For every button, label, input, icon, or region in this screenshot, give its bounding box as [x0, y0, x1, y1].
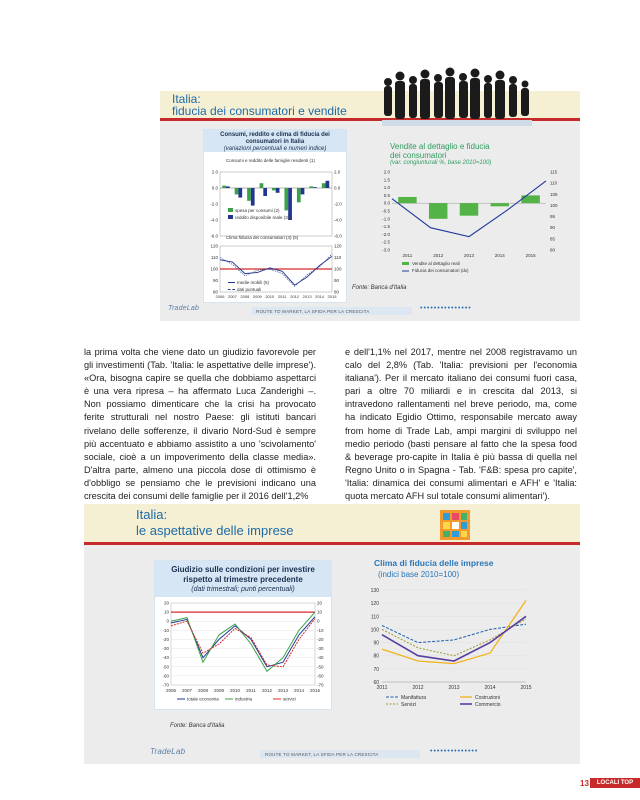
- chart-heading: [155, 561, 331, 597]
- x-tick-label: 2015: [327, 294, 337, 299]
- x-tick-label: 2015: [525, 253, 536, 258]
- x-tick-label: 2014: [315, 294, 325, 299]
- x-tick-label: 2012: [412, 685, 424, 691]
- section-tag: LOCALI TOP: [590, 778, 640, 788]
- y2-tick-label: 120: [334, 243, 342, 249]
- y2-tick-label: 0: [317, 618, 320, 624]
- x-tick-label: 2014: [494, 253, 505, 258]
- chart-title: Clima di fiducia delle imprese: [374, 558, 494, 568]
- y-tick-label: -4.0: [210, 217, 218, 223]
- x-tick-label: 2010: [265, 294, 275, 299]
- legend-swatch: [402, 262, 409, 265]
- y-tick-label: -0.5: [382, 208, 390, 214]
- y-tick-label: -2.0: [382, 231, 390, 237]
- page-number: 13: [580, 779, 589, 788]
- y-tick-label: -70: [162, 682, 169, 688]
- y-tick-label: 1.0: [383, 185, 390, 191]
- x-tick-label: 2007: [227, 294, 237, 299]
- x-tick-label: 2009: [252, 294, 262, 299]
- retail-sales-chart: [378, 138, 568, 278]
- y2-tick-label: 80: [550, 247, 556, 253]
- bar: [313, 187, 317, 188]
- tradelab-logo: TradeLab: [150, 747, 186, 756]
- y2-tick-label: -70: [317, 682, 324, 688]
- bar: [301, 188, 305, 194]
- legend-label: Costruzioni: [475, 694, 501, 701]
- chart-b-plot: [378, 168, 568, 278]
- y-tick-label: 100: [370, 627, 379, 634]
- red-rule: [84, 542, 580, 545]
- x-tick-label: 2011: [246, 688, 256, 693]
- lower-legend-2: [228, 287, 261, 292]
- box-title: [172, 93, 347, 117]
- y-tick-label: 120: [370, 601, 379, 608]
- y-tick-label: -2.5: [382, 239, 390, 245]
- legend-label: servizi: [283, 696, 296, 702]
- chart-subtitle: (dati trimestrali; punti percentuali): [191, 586, 295, 593]
- y-tick-label: -30: [162, 646, 169, 652]
- x-tick-label: 2006: [215, 294, 225, 299]
- tradelab-logo: TradeLab: [168, 305, 200, 312]
- chart-title-line-2: dei consumatori: [390, 151, 447, 160]
- green-swatch: [228, 208, 233, 212]
- y-tick-label: 90: [212, 278, 218, 283]
- bar: [326, 181, 330, 188]
- y2-tick-label: -6.0: [334, 233, 342, 239]
- bar: [222, 186, 226, 188]
- y-tick-label: -6.0: [210, 233, 218, 239]
- chart-d-plot: [364, 586, 534, 721]
- x-tick-label: 2013: [448, 685, 460, 691]
- legend-label: Commercio: [475, 701, 501, 708]
- y-tick-label: 0: [166, 618, 169, 624]
- footer-text: ROUTE TO MARKET, LA SFIDA PER LA CRESCITA: [265, 752, 379, 757]
- y-tick-label: -1.5: [382, 224, 390, 230]
- y-tick-label: -50: [162, 664, 169, 670]
- y2-tick-label: -4.0: [334, 217, 342, 223]
- dot-pattern: ••••••••••••••: [430, 748, 479, 755]
- y-tick-label: -20: [162, 636, 169, 642]
- source-note: Fonte: Banca d'Italia: [170, 723, 225, 729]
- y-tick-label: 1.5: [383, 177, 390, 183]
- investment-conditions-chart: [154, 560, 332, 710]
- bar: [260, 183, 264, 188]
- y2-tick-label: 10: [317, 609, 323, 615]
- y2-tick-label: -50: [317, 664, 324, 670]
- y2-tick-label: 2.0: [334, 169, 341, 175]
- series-line: [382, 619, 526, 656]
- bar: [322, 183, 326, 188]
- y-tick-label: -10: [162, 627, 169, 633]
- x-tick-label: 2010: [229, 688, 241, 693]
- x-tick-label: 2011: [402, 253, 413, 258]
- lower-legend-2-label: dati puntuali: [237, 287, 262, 292]
- y2-tick-label: -20: [317, 636, 324, 642]
- upper-legend-1: [228, 208, 280, 213]
- bar: [226, 186, 230, 188]
- bar: [284, 188, 288, 210]
- chart-title-line-2: rispetto al trimestre precedente: [183, 575, 303, 584]
- y-tick-label: -40: [162, 655, 169, 661]
- bar: [263, 188, 267, 196]
- source-note: Fonte: Banca d'Italia: [352, 285, 407, 291]
- chart-a-plot: [204, 152, 346, 302]
- box-title-line-2: fiducia dei consumatori e vendite: [172, 104, 347, 118]
- y-tick-label: 0.5: [383, 192, 390, 198]
- y-tick-label: -1.0: [382, 216, 390, 222]
- y-tick-label: 2.0: [383, 169, 390, 175]
- x-tick-label: 2008: [240, 294, 250, 299]
- upper-plot-area: [220, 172, 332, 236]
- bar: [235, 188, 239, 194]
- article-column-right: e dell'1,1% nel 2017, mentre nel 2008 registravamo un calo del 2,8% (Tab. 'Italia: previsioni per l'economia italiana'). Per il mercato italiano dei consumi fuori casa, pari a oltre 70 miliardi e in crescita dal 2013, si intravedono rallentamenti nel breve periodo, ma, come ha indicato Egidio Ottimo, responsabile mercato away from home di Trade Lab, ampi margini di sviluppo nel medio periodo (basti pensare al fatto che la spesa food & beverage pro-capite in Italia è più bassa di quella nel Regno Unito o in Spagna - Tab. 'F&B: spesa pro capite', 'Italia: dinamica dei consumi alimentari e AFH' e 'Italia: quota mercato AFH sul totale consumi alimentari').: [345, 347, 577, 502]
- legend-label: totale economia: [187, 696, 219, 702]
- legend-label: industria: [235, 696, 253, 702]
- y-tick-label: 60: [373, 680, 379, 686]
- y-tick-label: 0.0: [383, 200, 390, 206]
- icon-grid-graphic: [440, 510, 470, 540]
- upper-legend-2: [228, 215, 289, 220]
- x-tick-label: 2009: [213, 688, 225, 693]
- chart-title: [390, 142, 490, 160]
- y2-tick-label: 110: [550, 180, 558, 186]
- bar: [272, 188, 276, 190]
- y2-tick-label: 80: [334, 289, 340, 295]
- y-tick-label: 0.0: [211, 185, 218, 191]
- line-swatch: [228, 282, 235, 283]
- y-tick-label: 10: [163, 609, 169, 615]
- chart-subtitle: (indici base 2010=100): [378, 570, 460, 579]
- box-title-line-1: Italia:: [172, 92, 201, 106]
- y-tick-label: 80: [212, 289, 218, 295]
- x-tick-label: 2012: [290, 294, 300, 299]
- bar: [251, 188, 255, 206]
- y2-tick-label: 105: [550, 191, 558, 197]
- bar: [521, 195, 539, 203]
- bar: [491, 203, 509, 206]
- bar: [247, 188, 251, 201]
- box-title-line-1: Italia:: [136, 507, 168, 522]
- y2-tick-label: 100: [550, 202, 558, 208]
- bar: [460, 203, 478, 215]
- y-tick-label: 100: [210, 266, 218, 272]
- bar: [297, 188, 301, 202]
- dot-pattern: •••••••••••••••: [420, 305, 472, 312]
- bar: [238, 188, 242, 198]
- box-title: [136, 507, 294, 539]
- x-tick-label: 2012: [433, 253, 444, 258]
- y-tick-label: 80: [373, 653, 379, 660]
- chart-title-line-1: Giudizio sulle condizioni per investire: [171, 565, 315, 574]
- x-tick-label: 2013: [463, 253, 475, 258]
- lower-panel-caption: Clima fiducia dei consumatori (4) (5): [226, 235, 299, 240]
- y2-tick-label: 95: [550, 214, 556, 220]
- y-tick-label: -2.0: [210, 201, 218, 207]
- y2-tick-label: -30: [317, 646, 324, 652]
- y-tick-label: -60: [162, 673, 169, 679]
- y2-tick-label: 110: [334, 255, 342, 260]
- y-tick-label: 90: [373, 640, 379, 647]
- chart-subtitle: (var. congiunturali %, base 2010=100): [390, 160, 492, 166]
- x-tick-label: 2006: [165, 688, 177, 693]
- legend-label: Manifattura: [401, 694, 427, 701]
- x-tick-label: 2015: [309, 688, 321, 693]
- y-tick-label: 2.0: [211, 169, 218, 175]
- bar: [429, 203, 447, 219]
- y2-tick-label: -40: [317, 655, 324, 661]
- dash-swatch: [228, 289, 235, 290]
- x-tick-label: 2011: [376, 685, 388, 691]
- box-title-line-2: le aspettative delle imprese: [136, 523, 294, 538]
- y2-tick-label: 90: [334, 278, 340, 283]
- article-column-left: la prima volta che viene dato un giudizio favorevole per gli investimenti (Tab. 'Italia: le aspettative delle imprese'). «Ora, bisogna capire se quella che dobbiamo aspettarci è una vera ripresa – ha affermato Luca Zanderighi –. Non possiamo dimenticare che la crisi ha provocato ferite strutturali nel nostro Paese: gli istituti bancari rivelano delle sofferenze, il divario Nord-Sud è sempre più accentuato e abbiamo assistito a uno 'scivolamento' sociale, cioè a un impoverimento della classe media». D'altra parte, almeno una piccola dose di ottimismo è d'obbligo se pensiamo che le previsioni indicano una crescita dei consumi delle famiglie per il 2016 dell'1,2%: [84, 347, 316, 502]
- y2-tick-label: 90: [550, 225, 556, 231]
- chart-title-line-1: Vendite al dettaglio e fiducia: [390, 142, 490, 151]
- upper-legend-1-label: spesa per consumi (2): [235, 208, 280, 213]
- legend-label: Vendite al dettaglio reali: [412, 261, 460, 266]
- chart-title-line-2: consumatori in Italia: [245, 139, 305, 145]
- x-tick-label: 2014: [484, 685, 496, 691]
- y2-tick-label: 115: [550, 169, 558, 175]
- y2-tick-label: 85: [550, 236, 556, 242]
- consumption-income-chart: [203, 129, 347, 303]
- x-tick-label: 2015: [520, 685, 532, 691]
- x-tick-label: 2014: [293, 688, 305, 693]
- chart-subtitle: (variazioni percentuali e numeri indice): [223, 146, 327, 152]
- upper-legend-2-label: reddito disponibile reale (3): [235, 215, 290, 220]
- chart-heading: [204, 130, 346, 152]
- x-tick-label: 2008: [197, 688, 209, 693]
- y2-tick-label: -10: [317, 627, 324, 633]
- y-tick-label: 70: [373, 666, 379, 673]
- legend-label: Servizi: [401, 701, 417, 708]
- bar: [309, 186, 313, 188]
- y-tick-label: 110: [371, 614, 379, 621]
- upper-panel-caption: Consumi e reddito delle famiglie residenti (1): [226, 158, 316, 163]
- bar: [276, 188, 280, 193]
- bar: [398, 197, 416, 203]
- y-tick-label: 20: [163, 600, 169, 606]
- y-tick-label: 110: [210, 255, 218, 260]
- series-line: [382, 616, 526, 661]
- footer-text: ROUTE TO MARKET, LA SFIDA PER LA CRESCITA: [256, 309, 370, 314]
- x-tick-label: 2013: [302, 294, 312, 299]
- y2-tick-label: -60: [317, 673, 324, 679]
- y-tick-label: 120: [210, 243, 218, 249]
- crowd-silhouette-image: [382, 64, 532, 126]
- navy-swatch: [228, 215, 233, 219]
- x-tick-label: 2013: [277, 688, 289, 693]
- business-icon: [440, 510, 470, 540]
- legend-label: Fiducia dei consumatori (dx): [412, 268, 469, 273]
- x-tick-label: 2011: [277, 294, 287, 299]
- y-tick-label: -3.0: [382, 247, 390, 253]
- x-tick-label: 2007: [181, 688, 193, 693]
- y-tick-label: 130: [370, 588, 379, 594]
- chart-c-plot: [155, 597, 331, 709]
- y2-tick-label: 100: [334, 266, 342, 272]
- y2-tick-label: 20: [317, 600, 323, 606]
- lower-legend-1: [228, 280, 269, 285]
- series-line: [382, 624, 526, 642]
- business-confidence-chart: [364, 556, 534, 721]
- y2-tick-label: -2.0: [334, 201, 342, 207]
- lower-legend-1-label: medie mobili (5): [237, 280, 270, 285]
- y2-tick-label: 0.0: [334, 185, 341, 191]
- chart-title-line-1: Consumi, reddito e clima di fiducia dei: [220, 132, 330, 138]
- x-tick-label: 2012: [261, 688, 273, 693]
- box-title-band: [84, 504, 580, 542]
